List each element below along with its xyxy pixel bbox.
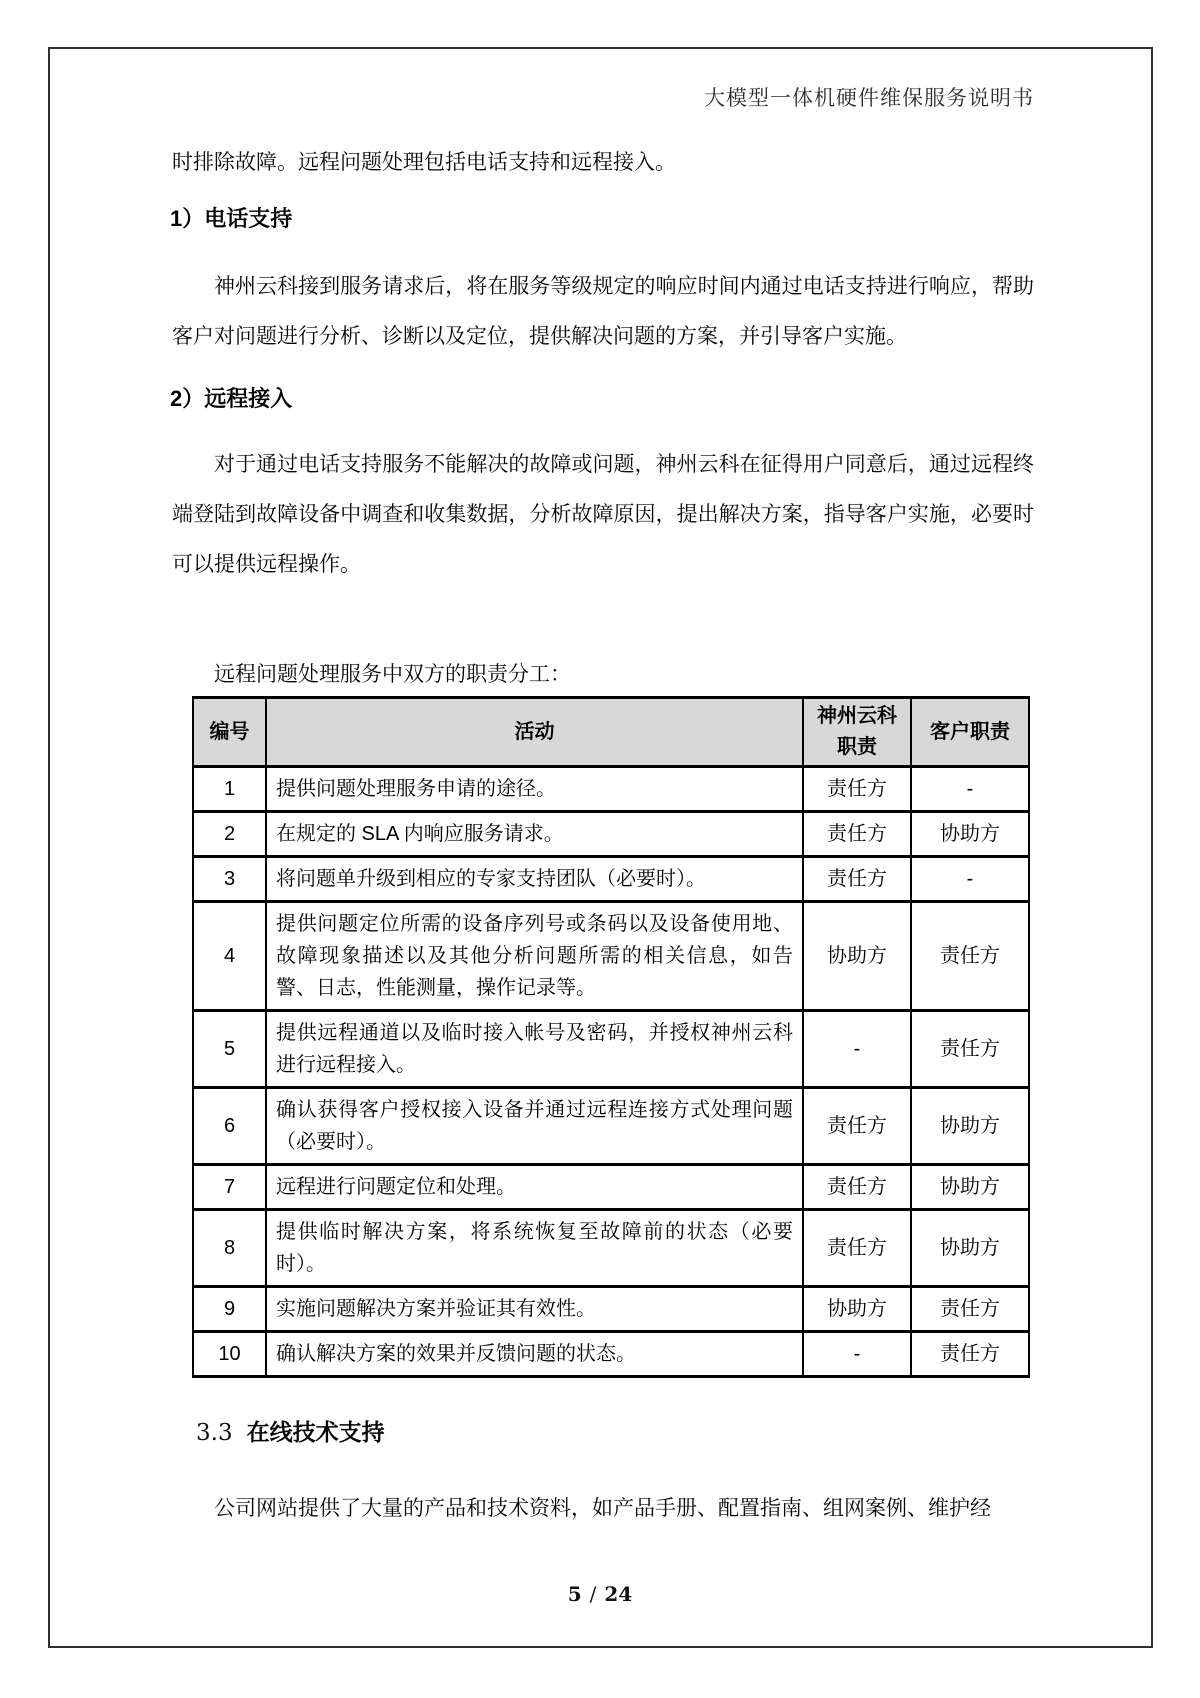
row-dcits: 协助方: [803, 902, 911, 1011]
row-customer: 协助方: [911, 1210, 1029, 1287]
row-customer: 责任方: [911, 1287, 1029, 1332]
row-dcits: 责任方: [803, 1088, 911, 1165]
row-customer: -: [911, 767, 1029, 812]
row-dcits: 责任方: [803, 1210, 911, 1287]
section-3-3-paragraph: 公司网站提供了大量的产品和技术资料，如产品手册、配置指南、组网案例、维护经: [214, 1497, 991, 1520]
row-activity: 提供问题定位所需的设备序列号或条码以及设备使用地、故障现象描述以及其他分析问题所需的相关信息，如告警、日志，性能测量，操作记录等。: [266, 902, 803, 1011]
row-dcits: 协助方: [803, 1287, 911, 1332]
header-cell-no: 编号: [193, 698, 266, 767]
row-activity: 实施问题解决方案并验证其有效性。: [266, 1287, 803, 1332]
header-cell-customer-responsibility: 客户职责: [911, 698, 1029, 767]
row-activity: 确认解决方案的效果并反馈问题的状态。: [266, 1332, 803, 1377]
page-footer: [0, 1582, 1200, 1606]
table-row: [193, 812, 1029, 857]
table-row: [193, 902, 1029, 1011]
section-3-3-heading: [196, 1414, 385, 1447]
section-number: 3.3: [196, 1420, 233, 1446]
table-row: [193, 1287, 1029, 1332]
header-cell-dcits-responsibility: 神州云科 职责: [803, 698, 911, 767]
row-no: 10: [193, 1332, 266, 1377]
row-no: 1: [193, 767, 266, 812]
section-1-heading: 1）电话支持: [170, 206, 293, 231]
row-customer: 责任方: [911, 1332, 1029, 1377]
row-no: 4: [193, 902, 266, 1011]
table-header-row: [193, 698, 1029, 767]
row-dcits: -: [803, 1011, 911, 1088]
row-no: 6: [193, 1088, 266, 1165]
row-no: 5: [193, 1011, 266, 1088]
row-customer: 协助方: [911, 1088, 1029, 1165]
row-no: 3: [193, 857, 266, 902]
row-activity: 提供远程通道以及临时接入帐号及密码，并授权神州云科进行远程接入。: [266, 1011, 803, 1088]
row-customer: 协助方: [911, 1165, 1029, 1210]
row-dcits: -: [803, 1332, 911, 1377]
row-no: 9: [193, 1287, 266, 1332]
row-dcits: 责任方: [803, 812, 911, 857]
row-no: 2: [193, 812, 266, 857]
table-row: [193, 1332, 1029, 1377]
table-row: [193, 1165, 1029, 1210]
table-row: [193, 857, 1029, 902]
row-dcits: 责任方: [803, 767, 911, 812]
table-row: [193, 1088, 1029, 1165]
section-2-paragraph: 对于通过电话支持服务不能解决的故障或问题，神州云科在征得用户同意后，通过远程终端登陆到故障设备中调查和收集数据，分析故障原因，提出解决方案，指导客户实施，必要时可以提供远程操作。: [172, 453, 1034, 576]
row-dcits: 责任方: [803, 1165, 911, 1210]
row-activity: 提供临时解决方案，将系统恢复至故障前的状态（必要时）。: [266, 1210, 803, 1287]
table-intro-line: 远程问题处理服务中双方的职责分工：: [214, 663, 571, 686]
row-activity: 远程进行问题定位和处理。: [266, 1165, 803, 1210]
section-2-heading: 2）远程接入: [170, 386, 293, 411]
table-row: [193, 1210, 1029, 1287]
row-no: 8: [193, 1210, 266, 1287]
row-no: 7: [193, 1165, 266, 1210]
row-customer: 协助方: [911, 812, 1029, 857]
responsibilities-table: [192, 696, 1030, 1378]
table-row: [193, 767, 1029, 812]
row-activity: 提供问题处理服务申请的途径。: [266, 767, 803, 812]
header-cell-activity: 活动: [266, 698, 803, 767]
row-customer: 责任方: [911, 1011, 1029, 1088]
section-1-paragraph: 神州云科接到服务请求后，将在服务等级规定的响应时间内通过电话支持进行响应，帮助客户对问题进行分析、诊断以及定位，提供解决问题的方案，并引导客户实施。: [172, 275, 1034, 348]
page-header-title: 大模型一体机硬件维保服务说明书: [704, 86, 1034, 110]
intro-paragraph: 时排除故障。远程问题处理包括电话支持和远程接入。: [172, 151, 676, 174]
table-row: [193, 1011, 1029, 1088]
row-activity: 确认获得客户授权接入设备并通过远程连接方式处理问题（必要时）。: [266, 1088, 803, 1165]
section-title: 在线技术支持: [246, 1419, 385, 1445]
total-page-count: 24: [604, 1582, 633, 1606]
current-page-number: 5: [567, 1582, 582, 1606]
page-separator: /: [589, 1582, 597, 1606]
row-activity: 在规定的 SLA 内响应服务请求。: [266, 812, 803, 857]
row-customer: 责任方: [911, 902, 1029, 1011]
row-dcits: 责任方: [803, 857, 911, 902]
row-activity: 将问题单升级到相应的专家支持团队（必要时）。: [266, 857, 803, 902]
row-customer: -: [911, 857, 1029, 902]
